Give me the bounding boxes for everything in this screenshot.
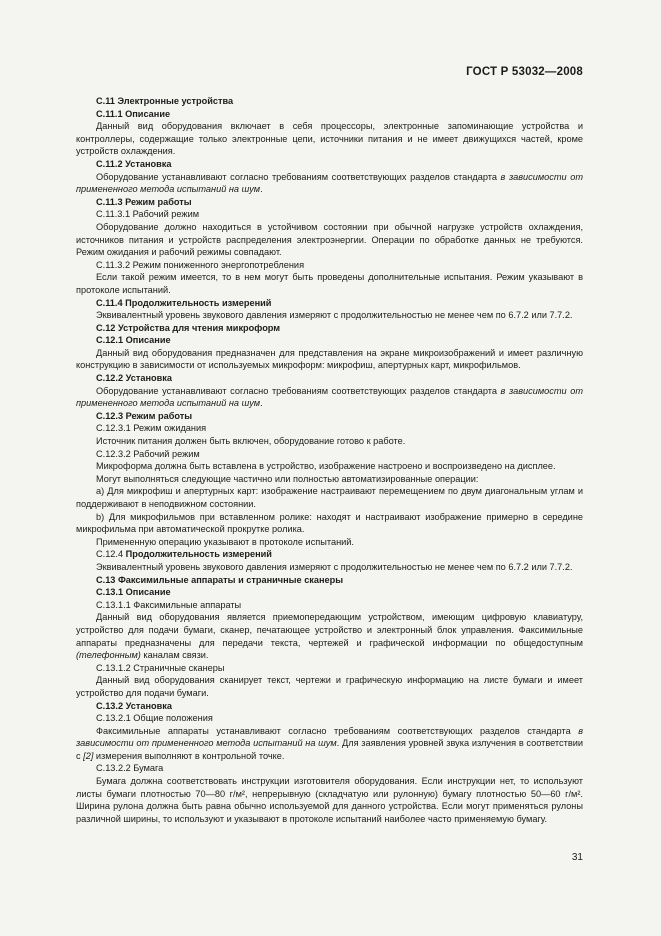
paragraph-italic-text: в зависимости от примененного метода испытаний на шум (76, 171, 583, 195)
paragraph-text: С.12 Устройства для чтения микроформ (96, 322, 281, 333)
section-heading (76, 574, 583, 587)
section-heading (76, 196, 583, 209)
body-paragraph (76, 536, 583, 549)
subsection-heading (76, 422, 583, 435)
paragraph-text: С.13.2.1 Общие положения (96, 713, 213, 724)
paragraph-text: Данный вид оборудования сканирует текст, чертежи и графическую информацию на листе бумаги и имеет устройство для подачи бумаги. (76, 675, 583, 698)
paragraph-text: С.13.1 Описание (96, 587, 171, 598)
subsection-heading (76, 599, 583, 612)
subsection-heading (76, 259, 583, 272)
section-heading (76, 297, 583, 310)
paragraph-text: С.13.2.2 Бумага (96, 763, 164, 774)
section-heading (76, 700, 583, 713)
subsection-heading (76, 548, 583, 561)
paragraph-text: С.12.3.2 Рабочий режим (96, 448, 200, 459)
subsection-heading (76, 448, 583, 461)
body-paragraph (76, 473, 583, 486)
subsection-heading (76, 712, 583, 725)
paragraph-text: С.12.3.1 Режим ожидания (96, 423, 207, 434)
body-paragraph (76, 611, 583, 661)
paragraph-text: С.11.4 Продолжительность измерений (96, 297, 272, 308)
body-paragraph (76, 347, 583, 372)
paragraph-italic-text: в зависимости от примененного метода испытаний на шум (76, 725, 583, 749)
body-paragraph (76, 171, 583, 196)
subsection-heading (76, 208, 583, 221)
document-body (76, 95, 583, 825)
paragraph-text: Примененную операцию указывают в протоколе испытаний. (96, 536, 354, 547)
paragraph-text-tail: измерения выполняют в контрольной точке. (93, 750, 285, 761)
paragraph-text: С.12.1 Описание (96, 335, 171, 346)
paragraph-italic-text: [2] (83, 750, 94, 761)
section-heading (76, 586, 583, 599)
paragraph-text: Факсимильные аппараты устанавливают согласно требованиям соответствующих разделов стандарта (96, 725, 579, 736)
paragraph-text: Если такой режим имеется, то в нем могут быть проведены дополнительные испытания. Режим указывают в протоколе испытаний. (76, 272, 583, 295)
paragraph-text: Бумага должна соответствовать инструкции изготовителя оборудования. Если инструкции нет, то используют листы бумаги плотностью 70—80 г/м², непрерывную (складчатую или рулонную) бумагу плотностью 50—60 г/м². Ширина рулона должна быть равна обычно используемой для данного устройства. Если могут применяться рулоны различной ширины, то используют и указывают в протоколе испытаний наиболее часто применяемую бумагу. (76, 776, 583, 824)
body-paragraph (76, 725, 583, 763)
paragraph-text-tail: . (260, 398, 263, 409)
subsection-heading (76, 662, 583, 675)
body-paragraph (76, 221, 583, 259)
paragraph-text: С.13.2 Установка (96, 700, 172, 711)
paragraph-text: Оборудование устанавливают согласно требованиям соответствующих разделов стандарта (96, 385, 501, 396)
paragraph-text-tail: . Для заявления уровней звука излучения в соответствии с (76, 738, 583, 761)
paragraph-text: С.12.3 Режим работы (96, 410, 193, 421)
paragraph-text: Эквивалентный уровень звукового давления измеряют с продолжительностью не менее чем по 6.7.2 или 7.7.2. (96, 310, 573, 321)
paragraph-text-tail: . (260, 184, 263, 195)
paragraph-text: С.11.3.1 Рабочий режим (96, 209, 200, 220)
paragraph-text: С.11.3.2 Режим пониженного энергопотребления (96, 259, 305, 270)
body-paragraph (76, 561, 583, 574)
paragraph-text: С.11.2 Установка (96, 158, 172, 169)
body-paragraph (76, 385, 583, 410)
subsection-heading (76, 762, 583, 775)
paragraph-text: Могут выполняться следующие частично или полностью автоматизированные операции: (96, 473, 479, 484)
paragraph-text: Оборудование должно находиться в устойчивом состоянии при обычной нагрузке устройств охлаждения, источников питания и устройств распределения электроэнергии. Операции по обработке данных не требуются. Режим ожидания и рабочий режимы совпадают. (76, 221, 583, 258)
paragraph-text: С.13.1.1 Факсимильные аппараты (96, 599, 242, 610)
page-header-standard: ГОСТ Р 53032—2008 (466, 66, 583, 78)
body-paragraph (76, 120, 583, 158)
paragraph-text: С.11.3 Режим работы (96, 196, 192, 207)
paragraph-text: Источник питания должен быть включен, оборудование готово к работе. (96, 436, 406, 447)
section-heading (76, 158, 583, 171)
paragraph-bold-text: Продолжительность измерений (125, 549, 272, 560)
section-heading (76, 95, 583, 108)
paragraph-text: С.13 Факсимильные аппараты и страничные сканеры (96, 574, 344, 585)
body-paragraph (76, 511, 583, 536)
body-paragraph (76, 674, 583, 699)
paragraph-text: С.11.1 Описание (96, 108, 171, 119)
section-heading (76, 410, 583, 423)
paragraph-text: Микроформа должна быть вставлена в устройство, изображение настроено и воспроизведено на дисплее. (96, 461, 556, 472)
section-heading (76, 372, 583, 385)
paragraph-italic-text: в зависимости от примененного метода испытаний на шум (76, 385, 583, 409)
paragraph-text-tail: каналам связи. (140, 650, 209, 661)
body-paragraph (76, 271, 583, 296)
paragraph-text: Данный вид оборудования включает в себя процессоры, электронные запоминающие устройства и контроллеры, содержащие только электронные цепи, источники питания и не имеет движущихся частей, кроме устройств охлаждения. (76, 121, 583, 157)
paragraph-text: С.13.1.2 Страничные сканеры (96, 662, 225, 673)
paragraph-italic-text: (телефонным) (76, 650, 141, 661)
paragraph-text: Данный вид оборудования является приемопередающим устройством, имеющим цифровую клавиатуру, устройство для подачи бумаги, сканер, печатающее устройство и электронный блок управления. Факсимильные аппараты предназначены для передачи текста, чертежей и графической информации по общедоступным (76, 612, 583, 648)
paragraph-text: Данный вид оборудования предназначен для представления на экране микроизображений и имеет различную конструкцию в зависимости от используемых микроформ: микрофиш, апертурных карт, микрофильмов. (76, 347, 583, 371)
section-heading (76, 334, 583, 347)
body-paragraph (76, 775, 583, 825)
section-heading (76, 322, 583, 335)
paragraph-text: Эквивалентный уровень звукового давления измеряют с продолжительностью не менее чем по 6.7.2 или 7.7.2. (96, 561, 573, 572)
paragraph-text: С.12.4 (96, 549, 126, 560)
section-heading (76, 108, 583, 121)
paragraph-text: Оборудование устанавливают согласно требованиям соответствующих разделов стандарта (96, 171, 501, 182)
paragraph-text: b) Для микрофильмов при вставленном ролике: находят и настраивают изображение примерно в середине микрофильма при автоматической прокрутке ролика. (76, 511, 583, 535)
paragraph-text: С.12.2 Установка (96, 373, 172, 384)
body-paragraph (76, 435, 583, 448)
page-number: 31 (571, 852, 583, 863)
paragraph-text: а) Для микрофиш и апертурных карт: изображение настраивают перемещением по двум диагональным углам и поддерживают в неподвижном состоянии. (76, 486, 583, 509)
body-paragraph (76, 460, 583, 473)
body-paragraph (76, 309, 583, 322)
paragraph-text: С.11 Электронные устройства (96, 96, 234, 106)
body-paragraph (76, 485, 583, 510)
